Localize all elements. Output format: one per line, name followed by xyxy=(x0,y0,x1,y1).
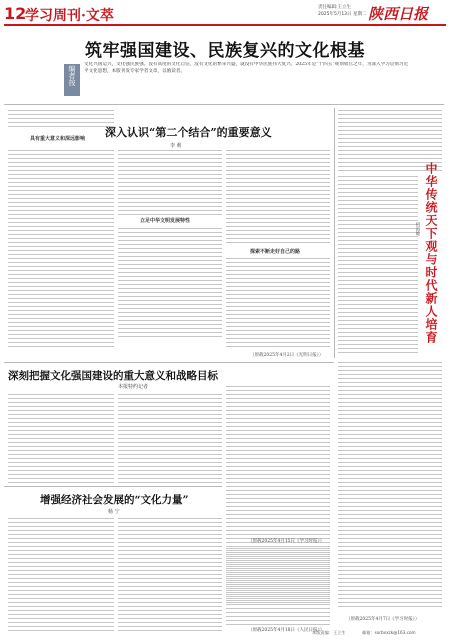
article-1-col-3b xyxy=(226,258,330,350)
article-2-title: 深刻把握文化强国建设的重大意义和战略目标 xyxy=(8,370,218,382)
sidebar-article-source: （原载2025年4月7日《学习时报》） xyxy=(346,617,420,622)
article-3-col-3 xyxy=(226,548,330,628)
section-title: 学习周刊·文萃 xyxy=(25,8,114,24)
article-2-col-1 xyxy=(8,394,114,486)
article-1-subheading-3: 探索不断走好自己的路 xyxy=(250,249,301,255)
article-3-author: 杨 宁 xyxy=(108,509,120,515)
sidebar-author-text: 何雨婕 xyxy=(415,222,420,236)
editor-note-label-text: 编者按 xyxy=(68,65,76,86)
sidebar-border xyxy=(334,108,335,358)
article-3-title: 增强经济社会发展的“文化力量” xyxy=(40,494,189,506)
footer-editor: 本版责编：王立生 xyxy=(312,630,346,635)
article-3-col-2 xyxy=(118,518,222,634)
article-2-author: 本报特约记者 xyxy=(118,384,149,390)
divider xyxy=(4,486,222,487)
main-title: 筑牢强国建设、民族复兴的文化根基 xyxy=(85,41,365,61)
article-3-col-1 xyxy=(8,518,114,634)
article-2-source: （原载2025年4月15日《学习时报》） xyxy=(248,539,325,544)
article-1-col-1 xyxy=(8,150,114,350)
sidebar-article-author xyxy=(414,222,420,236)
article-1-col-2b xyxy=(118,228,222,340)
article-1-col-3 xyxy=(226,150,330,246)
article-1-col-2 xyxy=(118,150,222,218)
article-1-author: 李 莉 xyxy=(170,143,182,149)
article-1-intro-text xyxy=(8,110,114,130)
masthead-rule xyxy=(4,24,446,26)
sidebar-col-lower xyxy=(338,362,442,610)
article-1-source: （原载2025年4月2日《光明日报》） xyxy=(250,353,324,358)
article-1-subheading-1: 具有重大意义和深远影响 xyxy=(30,136,86,142)
page-number: 12 xyxy=(4,4,27,23)
divider xyxy=(4,362,334,363)
edition-info-2: 2025年5月13日 星期二 xyxy=(318,12,367,17)
divider xyxy=(4,104,444,105)
sidebar-col-text xyxy=(338,176,418,356)
article-1-subheading-2: 立足中华文明发展特性 xyxy=(140,218,191,224)
paper-logo: 陕西日报 xyxy=(368,5,429,23)
masthead xyxy=(0,0,450,40)
editor-note-label xyxy=(64,64,80,96)
article-3-source: （原载2025年4月18日《人民日报》） xyxy=(248,628,325,633)
editor-note-box xyxy=(62,60,416,100)
footer-email: 邮箱：sxrbxxzk@163.com xyxy=(362,630,416,635)
sidebar-article-title: 中华传统天下观与时代新人培育 xyxy=(424,162,438,344)
edition-info-1: 责任编辑:王立生 xyxy=(318,5,352,10)
article-2-col-2 xyxy=(118,394,222,486)
editor-note-text: 文化兴国运兴，文化强民族强。没有高度的文化自信，没有文化的繁荣兴盛，就没有中华民族伟大复兴。2025年是“十四五”规划收官之年，为深入学习贯彻习近平文化思想，本版刊发专家学者文章，以飨读者。 xyxy=(84,62,409,74)
article-1-title: 深入认识“第二个结合”的重要意义 xyxy=(105,126,272,139)
